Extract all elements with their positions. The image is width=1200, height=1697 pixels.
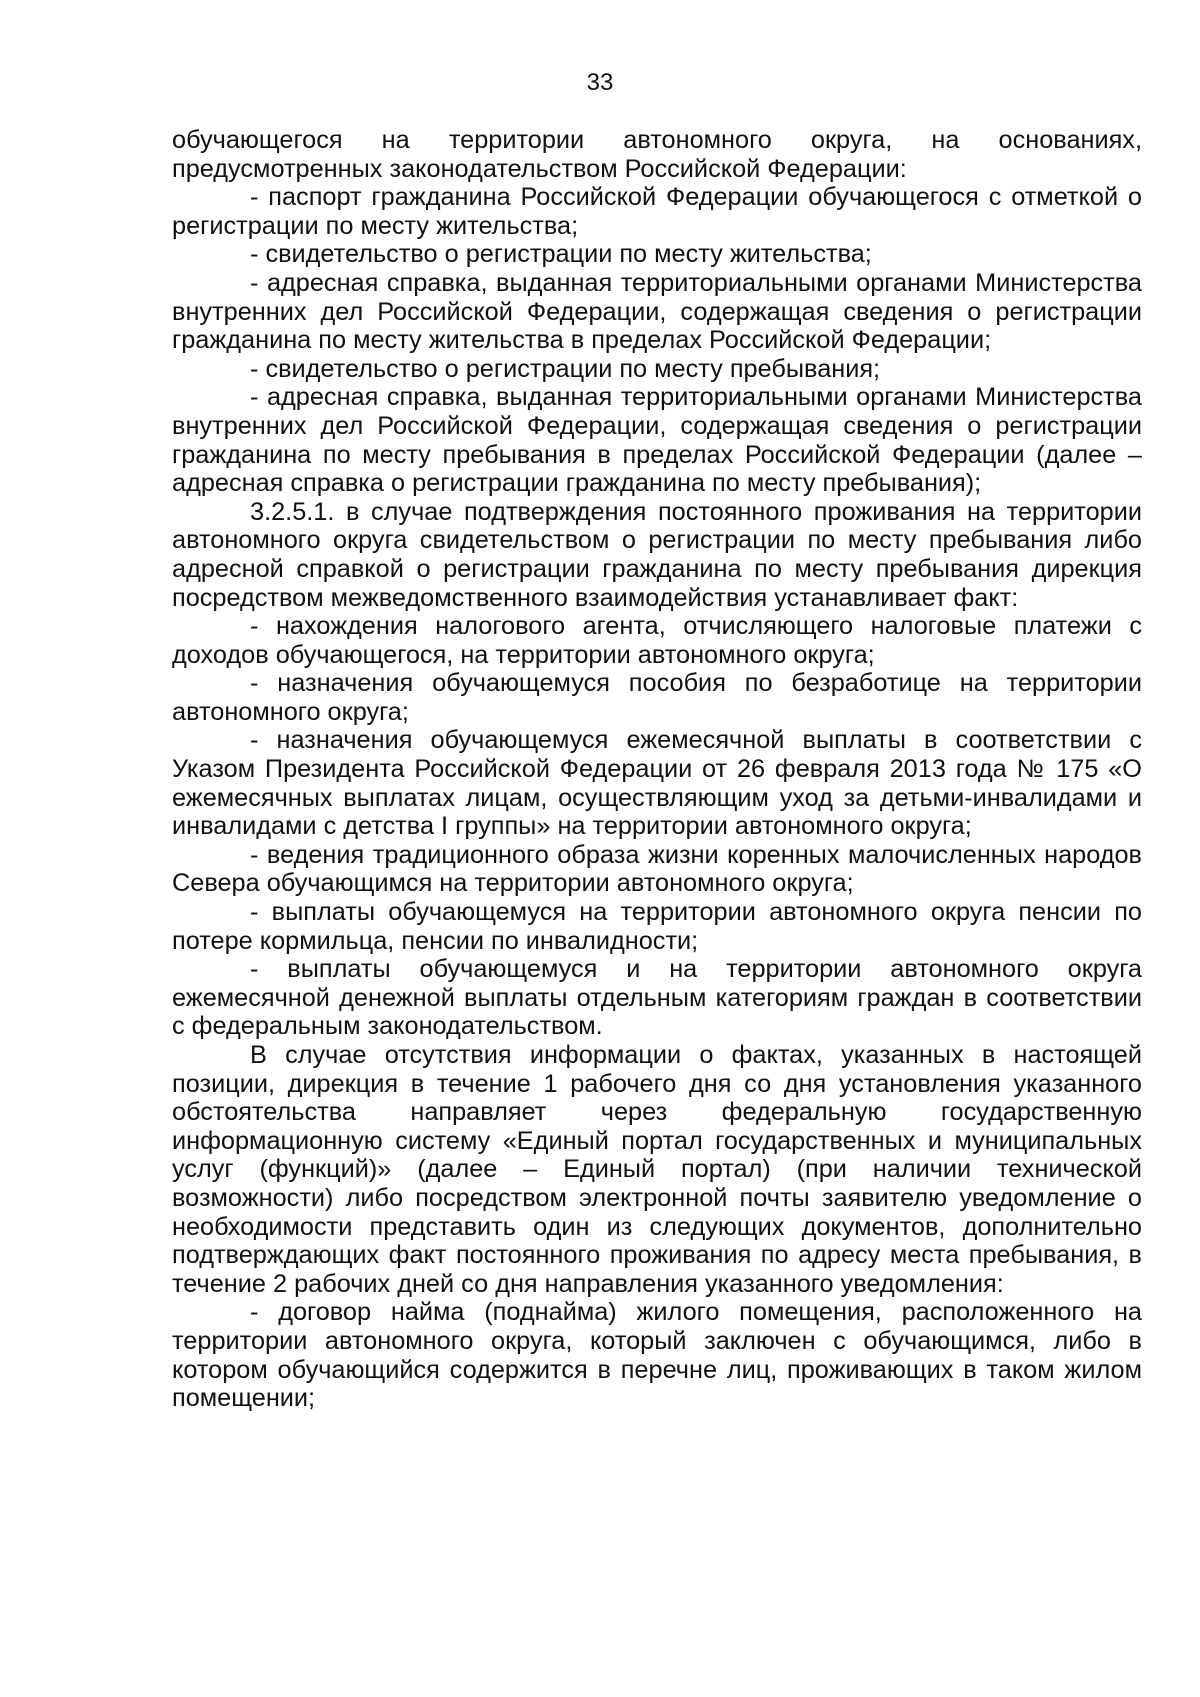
list-item-monthly-cash-payment: - выплаты обучающемуся и на территории автономного округа ежемесячной денежной выплаты отдельным категориям граждан в соответствии с федеральным законодательством. <box>172 955 1142 1041</box>
list-item-address-reference-stay: - адресная справка, выданная территориальными органами Министерства внутренних дел Российской Федерации, содержащая сведения о регистрации гражданина по месту пребывания в пределах Российской Федерации (далее – адресная справка о регистрации гражданина по месту пребывания); <box>172 383 1142 498</box>
list-item-residence-certificate: - свидетельство о регистрации по месту жительства; <box>250 240 872 269</box>
list-item-tax-agent: - нахождения налогового агента, отчисляющего налоговые платежи с доходов обучающегося, на территории автономного округа; <box>172 612 1142 669</box>
list-item-traditional-lifestyle: - ведения традиционного образа жизни коренных малочисленных народов Севера обучающимся на территории автономного округа; <box>172 840 1142 898</box>
list-item-lease-agreement: - договор найма (поднайма) жилого помещения, расположенного на территории автономного округа, который заключен с обучающимся, либо в котором обучающийся содержится в перечне лиц, проживающих в таком жилом помещении; <box>172 1298 1142 1413</box>
list-item-unemployment-benefit: - назначения обучающемуся пособия по безработице на территории автономного округа; <box>172 669 1142 726</box>
paragraph-clause-3-2-5-1: 3.2.5.1. в случае подтверждения постоянного проживания на территории автономного округа свидетельством о регистрации по месту пребывания либо адресной справкой о регистрации гражданина по месту пребывания дирекция посредством межведомственного взаимодействия устанавливает факт: <box>172 497 1142 612</box>
page-number: 33 <box>586 69 614 96</box>
list-item-address-reference-residence: - адресная справка, выданная территориальными органами Министерства внутренних дел Российской Федерации, содержащая сведения о регистрации гражданина по месту жительства в пределах Российской Федерации; <box>172 268 1142 355</box>
paragraph-absence-of-information: В случае отсутствия информации о фактах, указанных в настоящей позиции, дирекция в течение 1 рабочего дня со дня установления указанного обстоятельства направляет через федеральную государственную информационную систему «Единый портал государственных и муниципальных услуг (функций)» (далее – Единый портал) (при наличии технической возможности) либо посредством электронной почты заявителю уведомление о необходимости представить один из следующих документов, дополнительно подтверждающих факт постоянного проживания по адресу места пребывания, в течение 2 рабочих дней со дня направления указанного уведомления: <box>172 1041 1142 1298</box>
list-item-monthly-payment-decree: - назначения обучающемуся ежемесячной выплаты в соответствии с Указом Президента Российской Федерации от 26 февраля 2013 года № 175 «О ежемесячных выплатах лицам, осуществляющим уход за детьми-инвалидами и инвалидами с детства I группы» на территории автономного округа; <box>172 726 1142 841</box>
document-body <box>172 126 1142 1413</box>
list-item-stay-certificate: - свидетельство о регистрации по месту пребывания; <box>250 354 881 383</box>
paragraph-intro: обучающегося на территории автономного округа, на основаниях, предусмотренных законодательством Российской Федерации: <box>172 126 1142 183</box>
list-item-passport: - паспорт гражданина Российской Федерации обучающегося с отметкой о регистрации по месту жительства; <box>172 183 1142 240</box>
list-item-pension: - выплаты обучающемуся на территории автономного округа пенсии по потере кормильца, пенсии по инвалидности; <box>172 898 1142 955</box>
